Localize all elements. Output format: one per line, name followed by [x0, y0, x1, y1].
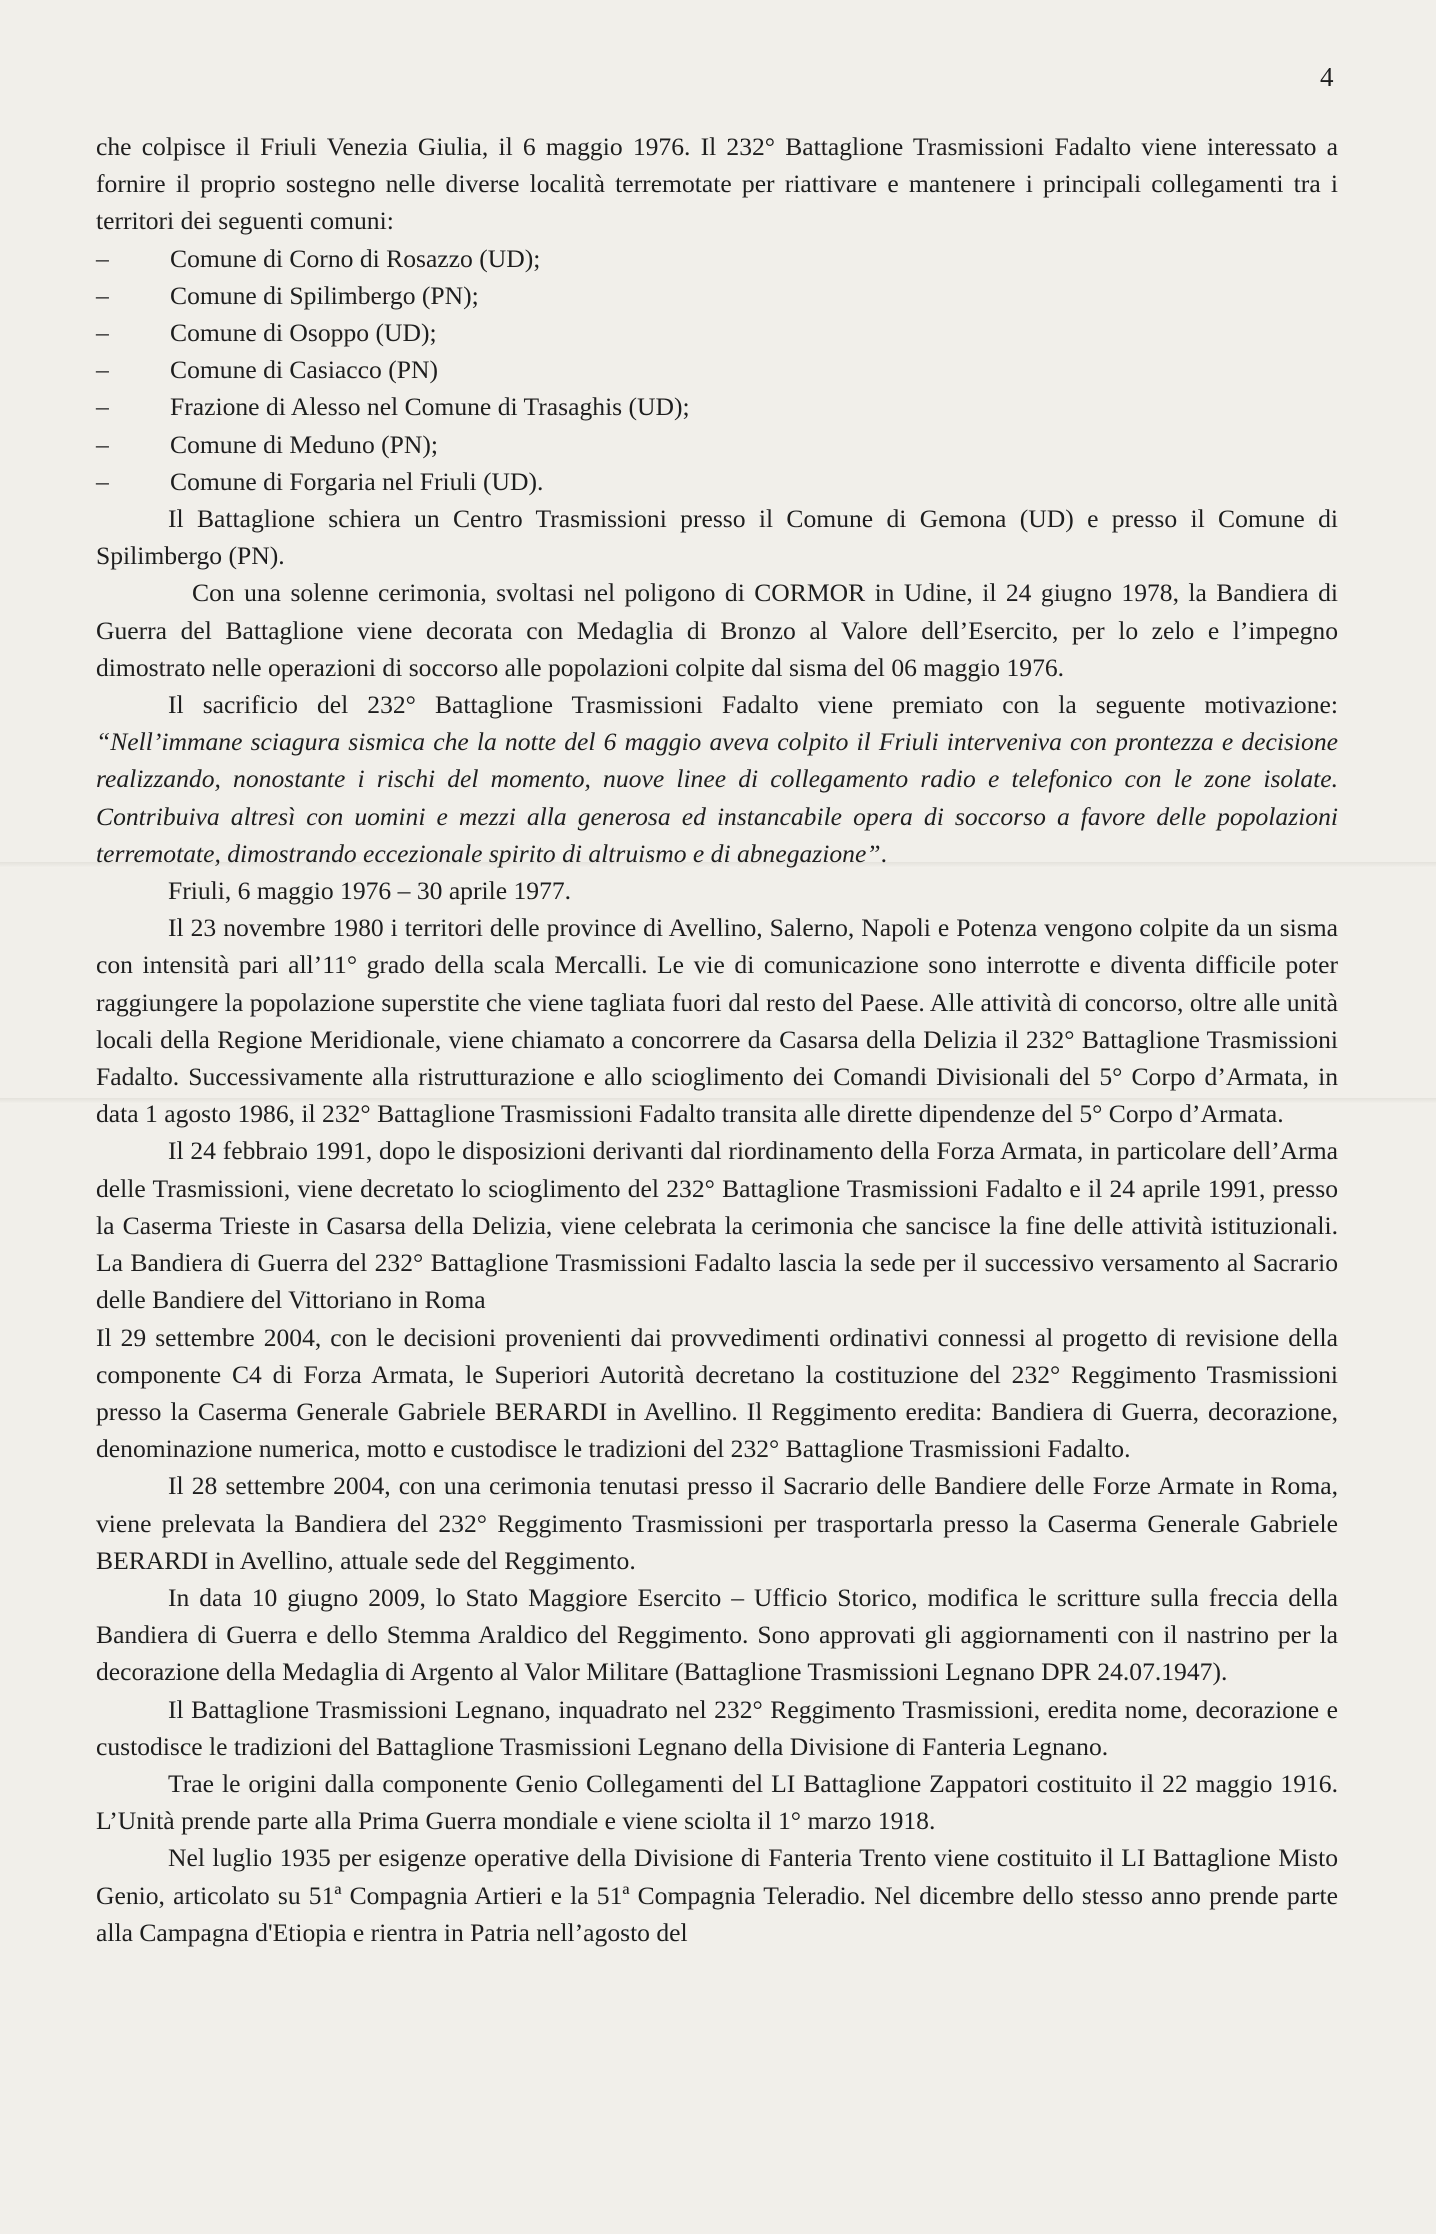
list-item: – Comune di Spilimbergo (PN); [96, 277, 1338, 314]
paragraph-1980: Il 23 novembre 1980 i territori delle province di Avellino, Salerno, Napoli e Potenza vengono colpite da un sisma con intensità pari all’11° grado della scala Mercalli. Le vie di comunicazione sono interrotte e diventa difficile poter raggiungere la popolazione superstite che viene tagliata fuori dal resto del Paese. Alle attività di concorso, oltre alle unità locali della Regione Meridionale, viene chiamato a concorrere da Casarsa della Delizia il 232° Battaglione Trasmissioni Fadalto. Successivamente alla ristrutturazione e allo scioglimento dei Comandi Divisionali del 5° Corpo d’Armata, in data 1 agosto 1986, il 232° Battaglione Trasmissioni Fadalto transita alle dirette dipendenze del 5° Corpo d’Armata. [96, 913, 1338, 1129]
paragraph-2004b: Il 28 settembre 2004, con una cerimonia tenutasi presso il Sacrario delle Bandiere delle Forze Armate in Roma, viene prelevata la Bandiera del 232° Reggimento Trasmissioni per trasportarla presso la Caserma Generale Gabriele BERARDI in Avellino, attuale sede del Reggimento. [96, 1471, 1338, 1575]
intro-paragraph: che colpisce il Friuli Venezia Giulia, il 6 maggio 1976. Il 232° Battaglione Trasmissioni Fadalto viene interessato a fornire il proprio sostegno nelle diverse località terremotate per riattivare e mantenere i principali collegamenti tra i territori dei seguenti comuni: [96, 132, 1338, 236]
list-dash: – [96, 280, 109, 310]
list-dash: – [96, 355, 109, 385]
paragraph-date: Friuli, 6 maggio 1976 – 30 aprile 1977. [168, 876, 572, 906]
list-item: – Frazione di Alesso nel Comune di Trasaghis (UD); [96, 388, 1338, 425]
page-number: 4 [1320, 62, 1334, 92]
municipality-list [96, 240, 1338, 500]
list-item: – Comune di Osoppo (UD); [96, 314, 1338, 351]
body-text [96, 128, 1338, 1951]
list-item: – Comune di Casiacco (PN) [96, 351, 1338, 388]
paragraph-origini: Trae le origini dalla componente Genio Collegamenti del LI Battaglione Zappatori costituito il 22 maggio 1916. L’Unità prende parte alla Prima Guerra mondiale e viene sciolta il 1° marzo 1918. [96, 1768, 1338, 1836]
list-dash: – [96, 466, 109, 496]
paragraph-2009: In data 10 giugno 2009, lo Stato Maggiore Esercito – Ufficio Storico, modifica le scritture sulla freccia della Bandiera di Guerra e dello Stemma Araldico del Reggimento. Sono approvati gli aggiornamenti con il nastrino per la decorazione della Medaglia di Argento al Valor Militare (Battaglione Trasmissioni Legnano DPR 24.07.1947). [96, 1582, 1338, 1687]
paragraph-legnano: Il Battaglione Trasmissioni Legnano, inquadrato nel 232° Reggimento Trasmissioni, eredita nome, decorazione e custodisce le tradizioni del Battaglione Trasmissioni Legnano della Divisione di Fanteria Legnano. [96, 1694, 1338, 1761]
list-item: – Comune di Corno di Rosazzo (UD); [96, 240, 1338, 277]
list-dash: – [96, 392, 109, 422]
list-dash: – [96, 318, 109, 348]
list-item: – Comune di Forgaria nel Friuli (UD). [96, 463, 1338, 500]
list-dash: – [96, 429, 109, 459]
paragraph-1935: Nel luglio 1935 per esigenze operative della Divisione di Fanteria Trento viene costituito il LI Battaglione Misto Genio, articolato su 51ª Compagnia Artieri e la 51ª Compagnia Teleradio. Nel dicembre dello stesso anno prende parte alla Campagna d'Etiopia e rientra in Patria nell’agosto del [96, 1843, 1338, 1947]
paragraph-cerimonia: Con una solenne cerimonia, svoltasi nel poligono di CORMOR in Udine, il 24 giugno 1978, la Bandiera di Guerra del Battaglione viene decorata con Medaglia di Bronzo al Valore dell’Esercito, per lo zelo e l’impegno dimostrato nelle operazioni di soccorso alle popolazioni colpite dal sisma del 06 maggio 1976. [96, 578, 1338, 682]
paragraph-sacrificio: Il sacrificio del 232° Battaglione Trasmissioni Fadalto viene premiato con la seguente motivazione: “Nell’immane sciagura sismica che la notte del 6 maggio aveva colpito il Friuli interveniva con prontezza e decisione realizzando, nonostante i rischi del momento, nuove linee di collegamento radio e telefonico con le zone isolate. Contribuiva altresì con uomini e mezzi alla generosa ed instancabile opera di soccorso a favore delle popolazioni terremotate, dimostrando eccezionale spirito di altruismo e di abnegazione”. [96, 690, 1338, 868]
list-dash: – [96, 243, 109, 273]
paragraph-2004a: Il 29 settembre 2004, con le decisioni provenienti dai provvedimenti ordinativi connessi al progetto di revisione della componente C4 di Forza Armata, le Superiori Autorità decretano la costituzione del 232° Reggimento Trasmissioni presso la Caserma Generale Gabriele BERARDI in Avellino. Il Reggimento eredita: Bandiera di Guerra, decorazione, denominazione numerica, motto e custodisce le tradizioni del 232° Battaglione Trasmissioni Fadalto. [96, 1322, 1338, 1464]
paragraph-centro: Il Battaglione schiera un Centro Trasmissioni presso il Comune di Gemona (UD) e presso il Comune di Spilimbergo (PN). [96, 504, 1338, 571]
motivazione-quote: “Nell’immane sciagura sismica che la notte del 6 maggio aveva colpito il Friuli interveniva con prontezza e decisione realizzando, nonostante i rischi del momento, nuove linee di collegamento radio e telefonico con le zone isolate. Contribuiva altresì con uomini e mezzi alla generosa ed instancabile opera di soccorso a favore delle popolazioni terremotate, dimostrando eccezionale spirito di altruismo e di abnegazione” [96, 727, 1338, 868]
list-item: – Comune di Meduno (PN); [96, 426, 1338, 463]
paragraph-1991: Il 24 febbraio 1991, dopo le disposizioni derivanti dal riordinamento della Forza Armata, in particolare dell’Arma delle Trasmissioni, viene decretato lo scioglimento del 232° Battaglione Trasmissioni Fadalto e il 24 aprile 1991, presso la Caserma Trieste in Casarsa della Delizia, viene celebrata la cerimonia che sancisce la fine delle attività istituzionali. La Bandiera di Guerra del 232° Battaglione Trasmissioni Fadalto lascia la sede per il successivo versamento al Sacrario delle Bandiere del Vittoriano in Roma [96, 1136, 1338, 1315]
